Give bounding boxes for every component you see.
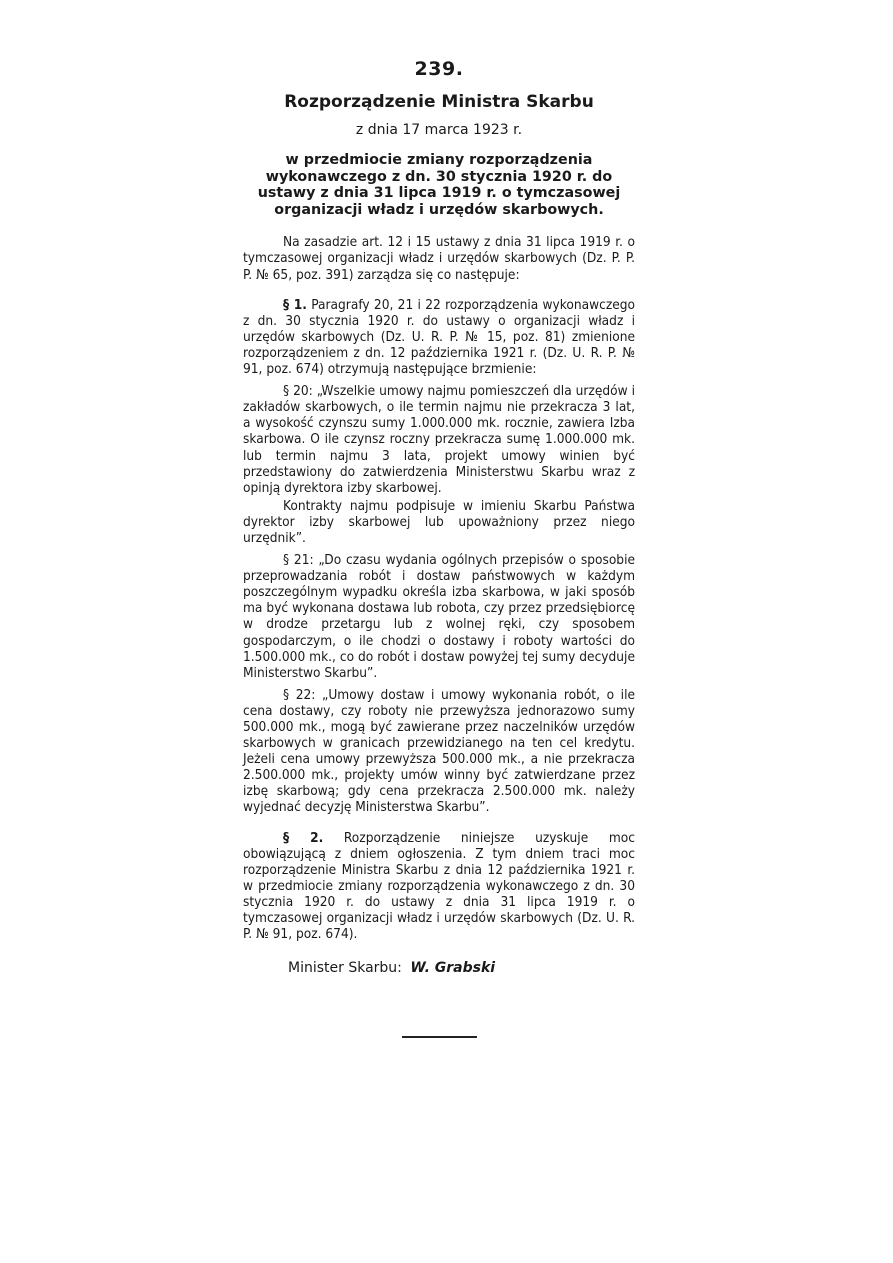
date-line: z dnia 17 marca 1923 r. — [355, 122, 523, 138]
paragraph-21: § 21: „Do czasu wydania ogólnych przepisów o sposobie przeprowadzania robót i dostaw państwowych w każdym poszczególnym wypadku określa izba skarbowa, w jaki sposób ma być wykonana dostawa lub robota, czy przez przedsiębiorcę w drodze przetargu lub z wolnej ręki, czy sposobem gospodarczym, o ile chodzi o dostawy i roboty wartości do 1.500.000 mk., co do robót i dostaw powyżej tej sumy decyduje Ministerstwo Skarbu”. — [243, 552, 635, 681]
paragraph-20: § 20: „Wszelkie umowy najmu pomieszczeń dla urzędów i zakładów skarbowych, o ile termin najmu nie przekracza 3 lat, a wysokość czynszu sumy 1.000.000 mk. rocznie, zawiera Izba skarbowa. O ile czynsz roczny przekracza sumę 1.000.000 mk. lub termin najmu 3 lata, projekt umowy winien być przedstawiony do zatwierdzenia Ministerstwu Skarbu wraz z opinją dyrektora izby skarbowej. — [243, 383, 635, 496]
signature-name: W. Grabski — [410, 960, 496, 977]
page-number: 239. — [414, 58, 464, 80]
document-page — [243, 58, 635, 1038]
section-2-text: Rozporządzenie niniejsze uzyskuje moc obowiązującą z dniem ogłoszenia. Z tym dniem traci moc rozporządzenie Ministra Skarbu z dnia 12 października 1921 r. w przedmiocie zmiany rozporządzenia wykonawczego z dn. 30 stycznia 1920 r. do ustawy z dnia 31 lipca 1919 r. o tymczasowej organizacji władz i urzędów skarbowych (Dz. U. R. P. № 91, poz. 674). — [243, 829, 635, 943]
paragraph-22: § 22: „Umowy dostaw i umowy wykonania robót, o ile cena dostawy, czy roboty nie przewyższa jednorazowo sumy 500.000 mk., mogą być zawierane przez naczelników urzędów skarbowych w granicach przewidzianego na ten cel kredytu. Jeżeli cena umowy przewyższa 500.000 mk., a nie przekracza 2.500.000 mk., projekty umów winny być zatwierdzane przez izbę skarbową; gdy cena przekracza 2.500.000 mk. należy wyjednać decyzję Ministerstwa Skarbu”. — [243, 686, 635, 816]
section-1-text: Paragrafy 20, 21 i 22 rozporządzenia wykonawczego z dn. 30 stycznia 1920 r. do ustawy o organizacji władz i urzędów skarbowych (Dz. U. R. P. № 15, poz. 81) zmienione rozporządzeniem z dn. 12 października 1921 r. (Dz. U. R. P. № 91, poz. 674) otrzymują następujące brzmienie: — [243, 296, 636, 378]
signature-label: Minister Skarbu: — [288, 960, 402, 977]
signature — [288, 960, 635, 976]
subject-line: w przedmiocie zmiany rozporządzenia wykonawczego z dn. 30 stycznia 1920 r. do ustawy z dnia 31 lipca 1919 r. o tymczasowej organizacji władz i urzędów skarbowych. — [257, 152, 621, 218]
document-title: Rozporządzenie Ministra Skarbu — [284, 92, 594, 112]
section-1-label: § 1. — [283, 296, 307, 313]
paragraph-20-continuation: Kontrakty najmu podpisuje w imieniu Skarbu Państwa dyrektor izby skarbowej lub upoważniony przez niego urzędnik”. — [243, 497, 635, 546]
section-2-label: § 2. — [283, 829, 324, 846]
end-divider — [402, 1036, 477, 1038]
preamble: Na zasadzie art. 12 i 15 ustawy z dnia 31 lipca 1919 r. o tymczasowej organizacji władz i urzędów skarbowych (Dz. P. P. P. № 65, poz. 391) zarządza się co następuje: — [243, 234, 635, 283]
section-2 — [243, 830, 635, 943]
section-1 — [243, 297, 635, 377]
